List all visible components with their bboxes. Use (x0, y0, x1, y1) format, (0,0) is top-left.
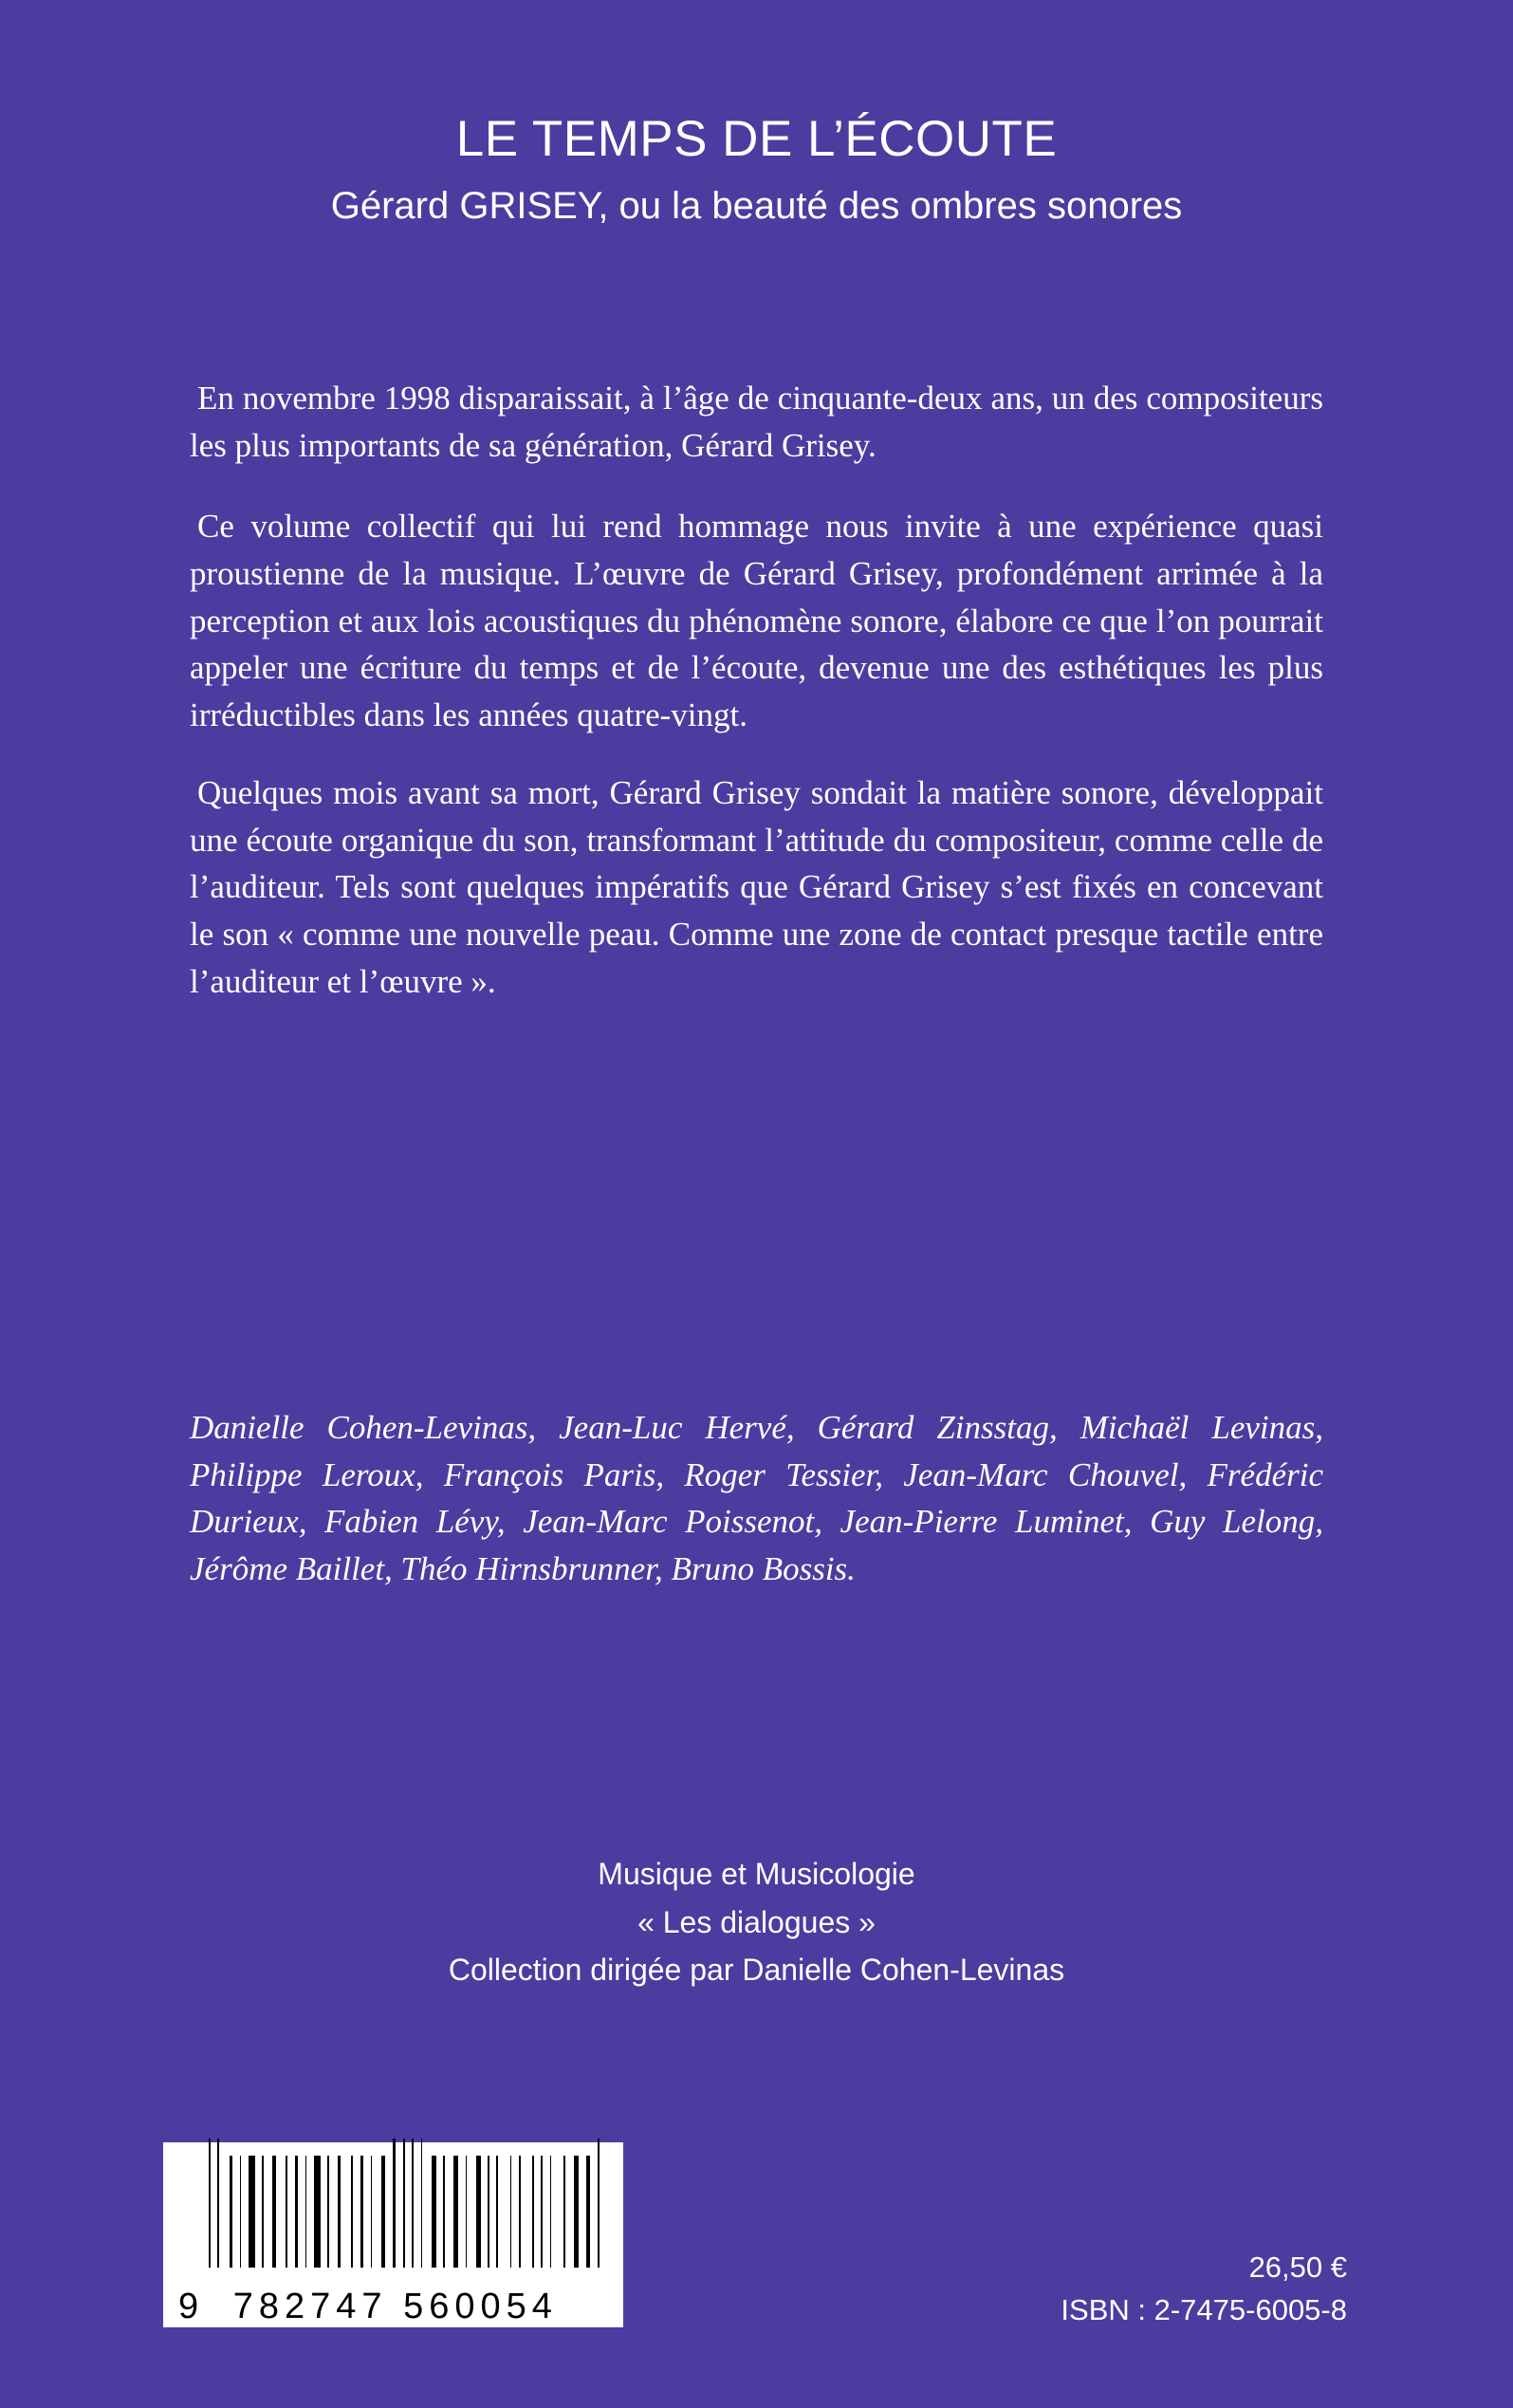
price-isbn-block (1061, 2247, 1347, 2332)
barcode (163, 2142, 623, 2327)
isbn-label: ISBN : 2-7475-6005-8 (1061, 2292, 1347, 2326)
blurb-paragraph-1: En novembre 1998 disparaissait, à l’âge de cinquante-deux ans, un des compositeurs les plus importants de sa génération, Gérard Grisey. (190, 380, 1323, 464)
page-subtitle: Gérard GRISEY, ou la beauté des ombres sonores (330, 185, 1183, 228)
barcode-digit-prefix: 9 (178, 2287, 205, 2326)
collection-series-name: Musique et Musicologie (598, 1857, 915, 1891)
collection-block (0, 1850, 1513, 1994)
blurb-paragraph-2: Ce volume collectif qui lui rend hommage nous invite à une expérience quasi proustienne de la musique. L’œuvre de Gérard Grisey, profondément arrimée à la perception et aux lois acoustiques du phénomène sonore, élabore ce que l’on pourrait appeler une écriture du temps et de l’écoute, devenue une des esthétiques les plus irréductibles dans les années quatre-vingt. (190, 508, 1323, 734)
collection-subseries-name: « Les dialogues » (637, 1904, 876, 1939)
barcode-digit-main: 782747 560054 (232, 2287, 558, 2326)
blurb-paragraph-3: Quelques mois avant sa mort, Gérard Grisey sondait la matière sonore, développait une écoute organique du son, transformant l’attitude du compositeur, comme celle de l’auditeur. Tels sont quelques impératifs que Gérard Grisey s’est fixés en concevant le son « comme une nouvelle peau. Comme une zone de contact presque tactile entre l’auditeur et l’œuvre ». (190, 773, 1323, 1000)
blurb-text (190, 375, 1323, 1005)
barcode-digits (175, 2287, 612, 2327)
collection-editor: Collection dirigée par Danielle Cohen-Levinas (448, 1953, 1065, 1988)
barcode-bars (209, 2156, 602, 2268)
page-title: LE TEMPS DE L’ÉCOUTE (455, 111, 1058, 167)
price-label: 26,50 € (1248, 2251, 1347, 2284)
title-block (0, 112, 1513, 228)
contributors-list: Danielle Cohen-Levinas, Jean-Luc Hervé, Gérard Zinsstag, Michaël Levinas, Philippe Leroux, François Paris, Roger Tessier, Jean-Marc Chouvel, Frédéric Durieux, Fabien Lévy, Jean-Marc Poissenot, Jean-Pierre Luminet, Guy Lelong, Jérôme Baillet, Théo Hirnsbrunner, Bruno Bossis. (190, 1409, 1323, 1588)
